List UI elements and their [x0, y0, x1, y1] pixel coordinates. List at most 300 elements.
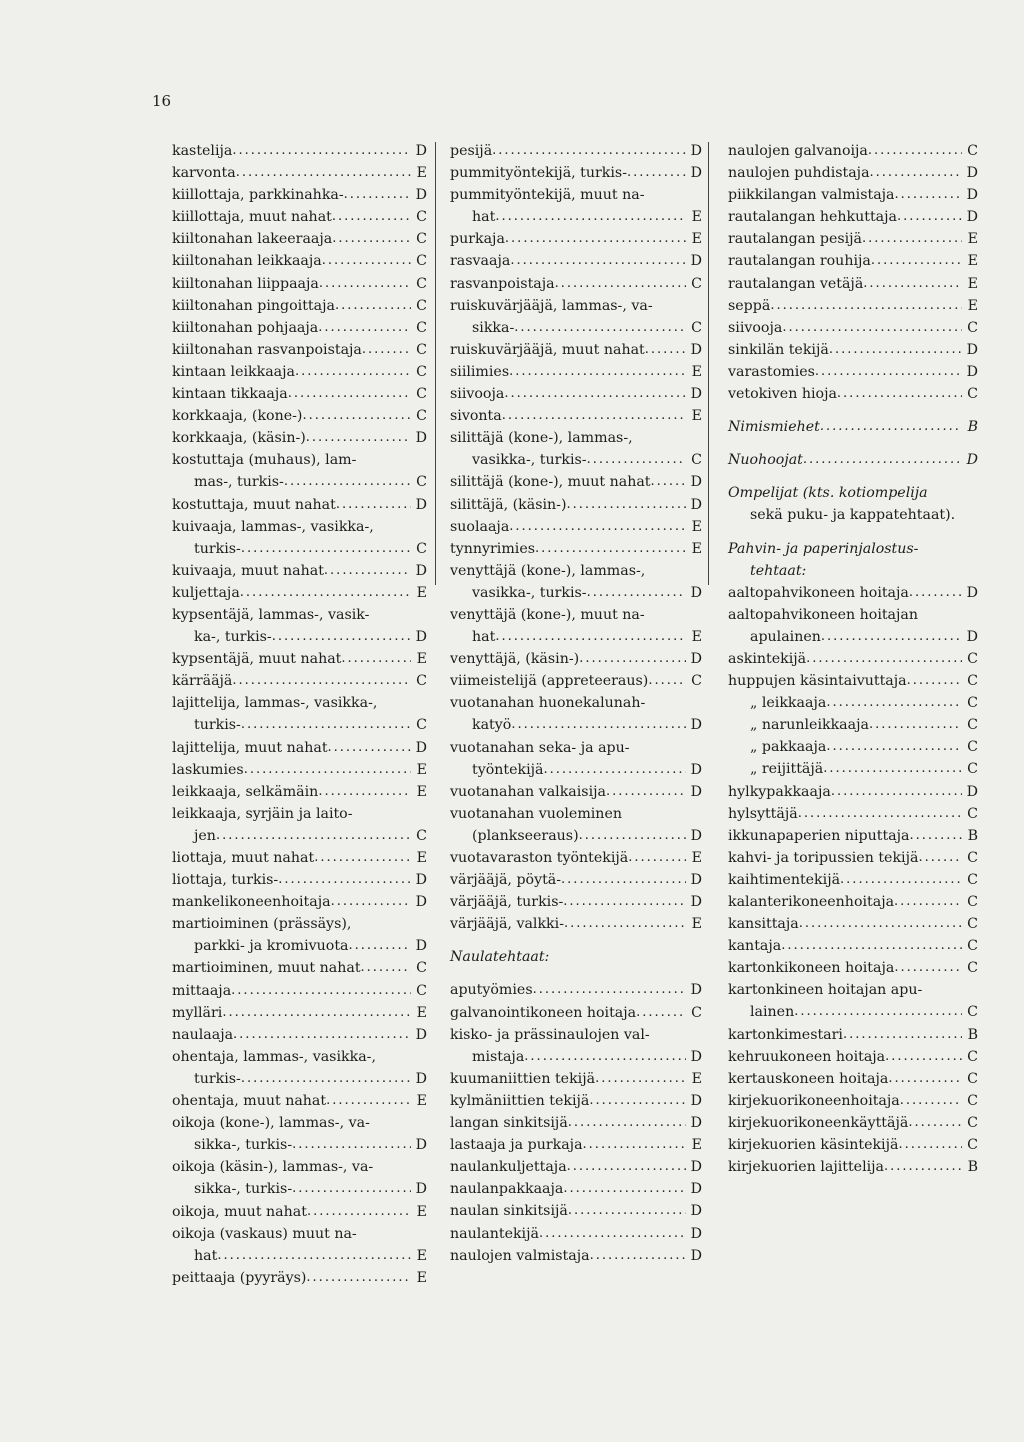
entry-text: askintekijä	[728, 650, 807, 667]
entry-text: leikkaaja, selkämäin	[172, 783, 319, 800]
entry-line	[728, 626, 978, 648]
dot-leader	[511, 714, 686, 736]
dot-leader	[826, 736, 962, 758]
class-code: D	[415, 562, 427, 579]
class-code: C	[967, 1004, 978, 1021]
dot-leader	[295, 361, 411, 383]
dot-leader	[862, 228, 962, 250]
entry-line	[728, 1134, 978, 1156]
entry-text: rautalangan hehkuttaja	[728, 209, 897, 226]
dot-leader	[587, 449, 686, 471]
dot-leader	[897, 206, 962, 228]
dot-leader	[306, 427, 411, 449]
entry-text: naulojen galvanoija	[728, 143, 868, 159]
dot-leader	[307, 1201, 411, 1223]
dot-leader	[539, 1223, 686, 1245]
entry-line	[450, 339, 702, 361]
entry-line	[728, 714, 978, 736]
class-code: D	[690, 761, 702, 778]
dot-leader	[918, 847, 962, 869]
dot-leader	[587, 582, 686, 604]
class-code: E	[416, 165, 427, 182]
dot-leader	[319, 273, 411, 295]
entry-line	[172, 626, 427, 648]
entry-text: vuotanahan huonekalunah-	[450, 695, 646, 712]
entry-text: naulaaja	[172, 1026, 234, 1043]
entry-text: jen	[194, 827, 216, 844]
class-code: E	[691, 916, 702, 933]
class-code: C	[967, 650, 978, 667]
entry-line	[450, 759, 702, 781]
entry-line	[172, 427, 427, 449]
section-heading	[450, 946, 702, 968]
entry-line	[172, 670, 427, 692]
entry-text: siivooja	[728, 319, 783, 336]
class-code: E	[691, 1070, 702, 1087]
entry-line	[728, 184, 978, 206]
class-code: C	[416, 209, 427, 226]
entry-line	[450, 184, 702, 206]
entry-line	[450, 692, 702, 714]
dot-leader	[335, 295, 411, 317]
dot-leader	[524, 1046, 686, 1068]
class-code: E	[691, 540, 702, 557]
class-code: D	[966, 628, 978, 645]
class-code: E	[691, 518, 702, 535]
class-code: E	[416, 1093, 427, 1110]
entry-line	[450, 1134, 702, 1156]
dot-leader	[815, 361, 962, 383]
entry-line	[450, 891, 702, 913]
dot-leader	[509, 361, 686, 383]
entry-line	[172, 184, 427, 206]
class-code: D	[966, 209, 978, 226]
entry-text: leikkaaja, syrjäin ja laito-	[172, 805, 353, 822]
class-code: D	[690, 1048, 702, 1065]
entry-line	[172, 980, 427, 1002]
entry-text: hylkypakkaaja	[728, 783, 831, 800]
dot-leader	[821, 626, 962, 648]
entry-line	[172, 295, 427, 317]
entry-text: silittäjä, (käsin-)	[450, 496, 567, 513]
dot-leader	[240, 582, 411, 604]
entry-line	[450, 449, 702, 471]
dot-leader	[863, 273, 962, 295]
class-code: E	[967, 275, 978, 292]
dot-leader	[628, 847, 686, 869]
dot-leader	[829, 339, 962, 361]
entry-line	[172, 516, 427, 538]
entry-line	[172, 494, 427, 516]
entry-line	[172, 405, 427, 427]
entry-text: venyttäjä (kone-), lammas-,	[450, 562, 646, 579]
dot-leader	[328, 737, 411, 759]
entry-text: siilimies	[450, 363, 510, 380]
dot-leader	[318, 781, 411, 803]
entry-text: katyö	[472, 717, 512, 734]
dot-leader	[292, 1134, 411, 1156]
dot-leader	[627, 162, 686, 184]
entry-text: purkaja	[450, 231, 505, 248]
entry-text: kiiltonahan leikkaaja	[172, 253, 322, 270]
entry-line	[728, 295, 978, 317]
entry-line	[172, 1046, 427, 1068]
entry-line	[172, 228, 427, 250]
entry-line	[172, 1245, 427, 1267]
dot-leader	[794, 1001, 962, 1023]
class-code: E	[967, 253, 978, 270]
entry-line	[172, 1090, 427, 1112]
entry-text: vasikka-, turkis-	[472, 452, 587, 469]
entry-line	[172, 935, 427, 957]
entry-text: sikka-, turkis-	[194, 1181, 293, 1198]
entry-line	[728, 847, 978, 869]
column-rule	[708, 142, 709, 585]
entry-text: langan sinkitsijä	[450, 1115, 568, 1132]
entry-text: turkis-	[194, 1070, 241, 1087]
entry-text: naulojen valmistaja	[450, 1247, 590, 1264]
entry-line	[728, 1001, 978, 1023]
entry-text: ruiskuvärjääjä, lammas-, va-	[450, 297, 653, 314]
dot-leader	[781, 935, 962, 957]
entry-line	[728, 1024, 978, 1046]
entry-line	[172, 714, 427, 736]
entry-line	[728, 781, 978, 803]
entry-text: naulojen puhdistaja	[728, 165, 870, 182]
class-code: E	[691, 231, 702, 248]
entry-text: lainen	[750, 1004, 795, 1021]
entry-text: lajittelija, muut nahat	[172, 739, 328, 756]
entry-text: „ reijittäjä	[750, 761, 824, 778]
entry-line	[450, 626, 702, 648]
dot-leader	[606, 781, 686, 803]
dot-leader	[885, 1046, 962, 1068]
entry-line	[172, 560, 427, 582]
dot-leader	[510, 250, 686, 272]
entry-line	[172, 449, 427, 471]
entry-text: naulanpakkaaja	[450, 1181, 564, 1198]
class-code: C	[967, 761, 978, 778]
entry-line	[728, 758, 978, 780]
entry-text: rautalangan vetäjä	[728, 275, 864, 292]
class-code: C	[967, 739, 978, 756]
dot-leader	[589, 1090, 686, 1112]
entry-line	[450, 560, 702, 582]
entry-text: „ narunleikkaaja	[750, 717, 869, 734]
entry-text: kypsentäjä, muut nahat	[172, 651, 342, 668]
class-code: D	[966, 341, 978, 358]
entry-text: värjääjä, pöytä-	[450, 872, 562, 889]
dot-leader	[909, 825, 962, 847]
entry-text: kartonkikoneen hoitaja	[728, 960, 895, 977]
dot-leader	[843, 1024, 962, 1046]
class-code: C	[967, 938, 978, 955]
class-code: C	[691, 319, 702, 336]
dot-leader	[505, 228, 686, 250]
entry-line	[172, 1002, 427, 1024]
entry-text: vuotanahan vuoleminen	[450, 805, 622, 822]
class-code: B	[967, 1159, 978, 1176]
class-code: E	[416, 1004, 427, 1021]
dot-leader	[278, 869, 411, 891]
dot-leader	[823, 758, 962, 780]
class-code: C	[967, 717, 978, 734]
entry-text: kisko- ja prässinaulojen val-	[450, 1026, 650, 1043]
entry-text: kalanterikoneenhoitaja	[728, 894, 895, 910]
class-code: B	[967, 419, 978, 436]
entry-text: kehruukoneen hoitaja	[728, 1048, 886, 1065]
section-gap	[728, 438, 978, 449]
dot-leader	[232, 140, 411, 162]
entry-text: apulainen	[750, 628, 821, 645]
dot-leader	[583, 1134, 686, 1156]
class-code: D	[690, 783, 702, 800]
class-code: D	[690, 143, 702, 159]
dot-leader	[567, 494, 686, 516]
entry-line	[450, 582, 702, 604]
entry-line	[728, 979, 978, 1001]
class-code: D	[966, 363, 978, 380]
class-code: D	[415, 143, 427, 159]
entry-line	[450, 427, 702, 449]
entry-text: martioiminen (prässäys),	[172, 916, 352, 933]
entry-line	[728, 273, 978, 295]
class-code: C	[967, 1070, 978, 1087]
entry-line	[728, 670, 978, 692]
dot-leader	[907, 670, 962, 692]
dot-leader	[831, 781, 962, 803]
class-code: C	[416, 319, 427, 336]
entry-text: mistaja	[472, 1048, 525, 1065]
entry-line	[728, 140, 978, 162]
class-code: C	[967, 916, 978, 933]
class-code: E	[691, 209, 702, 226]
entry-text: „ leikkaaja	[750, 695, 827, 712]
entry-line	[728, 869, 978, 891]
dot-leader	[895, 184, 962, 206]
entry-text: lastaaja ja purkaja	[450, 1137, 583, 1154]
class-code: C	[967, 1114, 978, 1131]
dot-leader	[894, 891, 962, 913]
dot-leader	[837, 383, 962, 405]
class-code: E	[416, 1269, 427, 1286]
entry-line	[728, 361, 978, 383]
dot-leader	[324, 560, 411, 582]
class-code: D	[690, 253, 702, 270]
entry-text: kuivaaja, lammas-, vasikka-,	[172, 518, 374, 535]
entry-text: mas-, turkis-	[194, 474, 284, 491]
entry-text: kansittaja	[728, 916, 799, 933]
entry-text: mankelikoneenhoitaja	[172, 894, 331, 911]
entry-line	[172, 604, 427, 626]
entry-text: kiiltonahan liippaaja	[172, 275, 319, 292]
dot-leader	[318, 317, 411, 339]
entry-text: karvonta	[172, 165, 236, 182]
class-code: C	[416, 540, 427, 557]
class-code: D	[966, 584, 978, 601]
class-code: D	[690, 1225, 702, 1242]
dot-leader	[799, 913, 962, 935]
class-code: D	[966, 187, 978, 204]
dot-leader	[292, 1178, 411, 1200]
dot-leader	[590, 1245, 686, 1267]
class-code: D	[690, 474, 702, 491]
entry-line	[450, 1245, 702, 1267]
entry-line	[172, 1223, 427, 1245]
class-code: C	[416, 717, 427, 734]
dot-leader	[826, 692, 962, 714]
dot-leader	[236, 162, 411, 184]
dot-leader	[509, 516, 686, 538]
entry-line	[450, 516, 702, 538]
dot-leader	[302, 405, 411, 427]
dot-leader	[504, 383, 686, 405]
entry-line	[172, 1267, 427, 1289]
entry-line	[728, 162, 978, 184]
entry-line	[728, 913, 978, 935]
class-code: D	[415, 872, 427, 889]
class-code: D	[690, 651, 702, 668]
class-code: D	[690, 165, 702, 182]
entry-text: kahvi- ja toripussien tekijä	[728, 849, 919, 866]
entry-text: kypsentäjä, lammas-, vasik-	[172, 606, 370, 623]
class-code: C	[416, 960, 427, 977]
class-code: C	[967, 871, 978, 888]
entry-line	[728, 1156, 978, 1178]
entry-line	[728, 206, 978, 228]
dot-leader	[798, 803, 962, 825]
dot-leader	[870, 162, 962, 184]
entry-line	[172, 957, 427, 979]
dot-leader	[322, 250, 411, 272]
entry-line	[450, 847, 702, 869]
entry-line	[728, 383, 978, 405]
class-code: C	[967, 849, 978, 866]
dot-leader	[871, 250, 962, 272]
entry-line	[172, 847, 427, 869]
entry-text: kantaja	[728, 938, 782, 955]
entry-line	[172, 273, 427, 295]
entry-text: silittäjä (kone-), muut nahat	[450, 474, 651, 491]
entry-text: kartonkineen hoitajan apu-	[728, 982, 923, 999]
entry-text: hylsyttäjä	[728, 805, 798, 822]
section-gap	[450, 968, 702, 979]
dot-leader	[595, 1068, 686, 1090]
entry-text: sikka-, turkis-	[194, 1137, 293, 1154]
class-code: D	[690, 1247, 702, 1264]
dot-leader	[770, 295, 962, 317]
entry-text: kostuttaja (muhaus), lam-	[172, 452, 357, 469]
entry-line	[172, 339, 427, 361]
class-code: C	[416, 827, 427, 844]
entry-line	[172, 317, 427, 339]
class-code: C	[416, 275, 427, 292]
entry-line	[172, 383, 427, 405]
entry-line	[450, 228, 702, 250]
entry-text: pummityöntekijä, muut na-	[450, 187, 645, 204]
dot-leader	[645, 339, 686, 361]
entry-line	[450, 737, 702, 759]
entry-text: vetokiven hioja	[728, 386, 837, 403]
class-code: C	[416, 253, 427, 270]
class-code: D	[690, 827, 702, 844]
class-code: E	[416, 651, 427, 668]
class-code: D	[415, 1181, 427, 1198]
entry-text: kertauskoneen hoitaja	[728, 1070, 889, 1087]
column-1	[172, 140, 427, 1289]
entry-text: seppä	[728, 297, 771, 314]
entry-line	[450, 714, 702, 736]
entry-text: varastomies	[728, 363, 815, 380]
entry-line	[172, 759, 427, 781]
entry-line	[450, 1068, 702, 1090]
dot-leader	[803, 449, 962, 471]
class-code: E	[416, 850, 427, 866]
entry-text: Ompelijat (kts. kotiompelija	[728, 485, 928, 502]
class-code: B	[967, 827, 978, 844]
class-code: C	[691, 275, 702, 292]
entry-line	[172, 206, 427, 228]
entry-text: oikoja (vaskaus) muut na-	[172, 1225, 357, 1242]
dot-leader	[231, 980, 411, 1002]
entry-line	[728, 736, 978, 758]
class-code: C	[691, 452, 702, 469]
entry-text: Pahvin- ja paperinjalostus-	[728, 540, 919, 557]
class-code: D	[415, 1070, 427, 1087]
entry-line	[450, 1046, 702, 1068]
class-code: E	[691, 363, 702, 380]
dot-leader	[344, 184, 411, 206]
entry-text: turkis-	[194, 717, 241, 734]
entry-line	[450, 604, 702, 626]
entry-text: peittaaja (pyyräys)	[172, 1269, 307, 1286]
class-code: D	[415, 496, 427, 513]
entry-line	[728, 317, 978, 339]
entry-line	[450, 494, 702, 516]
dot-leader	[514, 317, 686, 339]
class-code: B	[967, 1026, 978, 1043]
class-code: C	[416, 363, 427, 380]
dot-leader	[241, 1068, 411, 1090]
entry-line	[172, 538, 427, 560]
entry-text: oikoja, muut nahat	[172, 1203, 307, 1220]
entry-line	[450, 869, 702, 891]
dot-leader	[636, 1002, 686, 1024]
class-code: C	[416, 982, 427, 999]
dot-leader	[888, 1068, 962, 1090]
dot-leader	[898, 1134, 962, 1156]
dot-leader	[579, 648, 686, 670]
entry-text: piikkilangan valmistaja	[728, 187, 895, 204]
entry-text: lajittelija, lammas-, vasikka-,	[172, 695, 378, 712]
class-code: C	[691, 1004, 702, 1021]
entry-line	[450, 405, 702, 427]
class-code: C	[967, 1137, 978, 1154]
entry-line	[172, 869, 427, 891]
entry-text: kuljettaja	[172, 584, 240, 601]
class-code: D	[690, 894, 702, 911]
dot-leader	[332, 228, 411, 250]
entry-text: oikoja (kone-), lammas-, va-	[172, 1115, 370, 1132]
entry-text: mylläri	[172, 1004, 223, 1021]
section-heading	[728, 538, 978, 560]
entry-text: huppujen käsintaivuttaja	[728, 673, 907, 690]
entry-text: kintaan leikkaaja	[172, 363, 295, 380]
dot-leader	[244, 759, 411, 781]
entry-line	[450, 670, 702, 692]
entry-text: hat	[472, 209, 496, 226]
entry-text: hat	[472, 629, 496, 646]
